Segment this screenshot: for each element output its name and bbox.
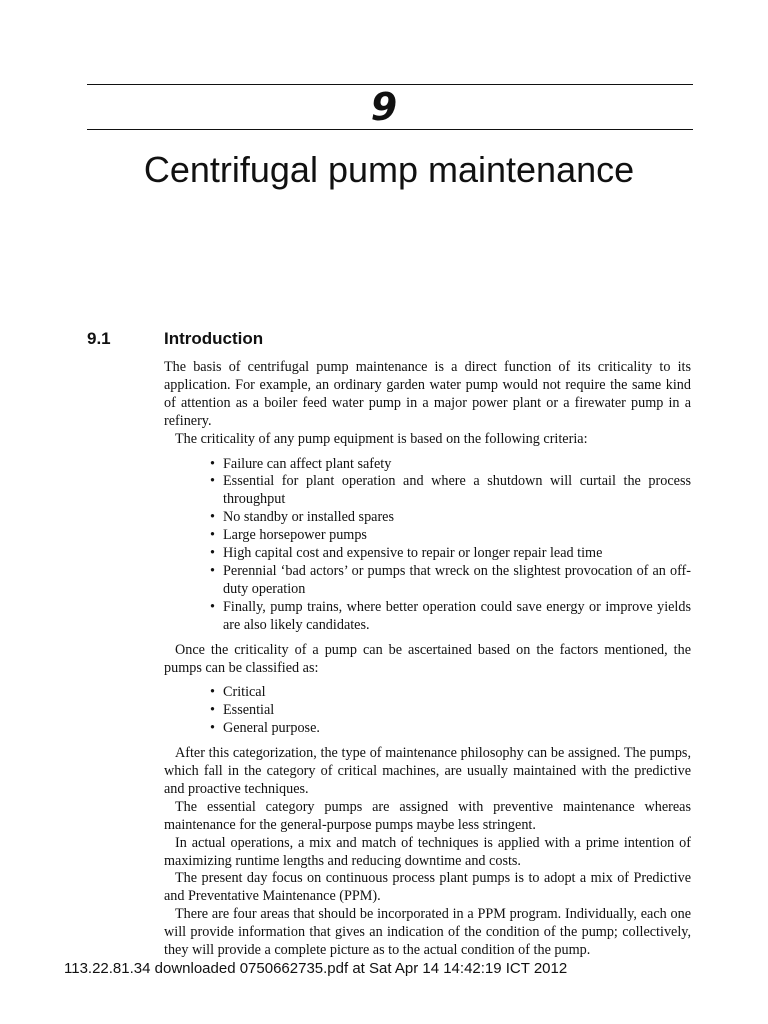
bottom-rule <box>87 129 693 130</box>
bullet-icon: • <box>210 545 215 562</box>
paragraph-essential: The essential category pumps are assigned with preventive maintenance whereas maintenance for the general-purpose pumps maybe less stringent. <box>164 798 691 833</box>
list-item: • Perennial ‘bad actors’ or pumps that wreck on the slightest provocation of an off-duty operation <box>210 562 691 597</box>
list-item: • Essential <box>210 702 275 719</box>
list-item: • General purpose. <box>210 720 320 737</box>
paragraph-ppm-focus: The present day focus on continuous process plant pumps is to adopt a mix of Predictive and Preventative Maintenance (PPM). <box>164 870 691 905</box>
bullet-icon: • <box>210 509 215 526</box>
list-item: • Finally, pump trains, where better operation could save energy or improve yields are also likely candidates. <box>210 598 691 633</box>
list-item: • Large horsepower pumps <box>210 527 367 544</box>
bullet-icon: • <box>210 562 215 579</box>
chapter-title: Centrifugal pump maintenance <box>143 149 635 190</box>
bullet-icon: • <box>210 684 215 701</box>
list-item: • Essential for plant operation and where a shutdown will curtail the process throughput <box>210 473 691 508</box>
bullet-icon: • <box>210 720 215 737</box>
paragraph-operations: In actual operations, a mix and match of techniques is applied with a prime intention of maximizing runtime lengths and reducing downtime and costs. <box>164 834 691 869</box>
paragraph-ppm-areas: There are four areas that should be incorporated in a PPM program. Individually, each one will provide information that gives an indication of the condition of the pump; collectively, they will provide a complete picture as to the actual condition of the pump. <box>164 906 691 959</box>
list-item: • Critical <box>210 684 266 701</box>
criteria-list <box>164 456 691 635</box>
list-item: • High capital cost and expensive to repair or longer repair lead time <box>210 545 603 562</box>
bullet-icon: • <box>210 455 215 472</box>
paragraph-classification-lead: Once the criticality of a pump can be ascertained based on the factors mentioned, the pumps can be classified as: <box>164 641 691 676</box>
bullet-icon: • <box>210 527 215 544</box>
section-title: Introduction <box>164 329 264 348</box>
list-item: • Failure can affect plant safety <box>210 455 392 472</box>
section-number: 9.1 <box>87 329 111 348</box>
classes-list <box>164 684 691 738</box>
list-item: • No standby or installed spares <box>210 509 395 526</box>
paragraph-categorization: After this categorization, the type of maintenance philosophy can be assigned. The pumps, which fall in the category of critical machines, are usually maintained with the predictive and proactive techniques. <box>164 745 691 797</box>
bullet-icon: • <box>210 702 215 719</box>
paragraph-criteria-lead: The criticality of any pump equipment is based on the following criteria: <box>175 430 588 447</box>
bullet-icon: • <box>210 473 215 490</box>
chapter-number: 9 <box>370 85 398 129</box>
download-footer: 113.22.81.34 downloaded 0750662735.pdf at Sat Apr 14 14:42:19 ICT 2012 <box>64 960 568 977</box>
paragraph-intro: The basis of centrifugal pump maintenance is a direct function of its criticality to its application. For example, an ordinary garden water pump would not require the same kind of attention as a boiler feed water pump in a major power plant or a firewater pump in a refinery. <box>164 359 691 429</box>
body-text <box>164 359 691 960</box>
bullet-icon: • <box>210 598 215 615</box>
